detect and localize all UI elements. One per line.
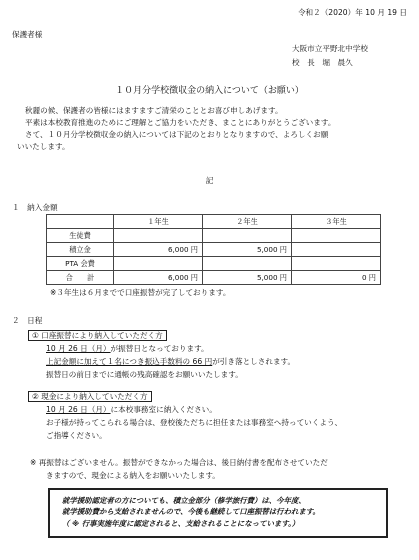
section-1-heading: １ 納入金額 [12,203,58,212]
section-2-heading: ２ 日程 [12,316,43,325]
table-cell [114,229,203,243]
intro-line-3: さて、１０月分学校徴収金の納入については下記のとおりとなりますので、よろしくお願 [25,130,329,139]
intro-line-2: 平素は本校教育推進のためにご理解とご協力をいただき、まことにありがとうございます。 [25,118,336,127]
document-date: 令和２（2020）年 10 月 19 日 [297,8,407,17]
row-label: 積立金 [47,243,114,257]
table-total-row [47,271,381,285]
option-1-label: ① 口座振替により納入していただく方 [28,330,167,341]
table-cell [292,229,381,243]
option-1-line-2-rest: が引き落としされます。 [212,357,296,366]
option-1-line-1 [46,344,209,353]
intro-line-1: 秋麗の候、保護者の皆様にはますますご清栄のこととお喜び申しあげます。 [25,106,283,115]
option-2-line-1 [46,405,217,414]
principal-name: 校 長 堀 晨久 [292,58,353,67]
rewithdrawal-notice-line-2: きますので、現金による納入をお願いいたします。 [46,471,220,480]
intro-line-4: いいたします。 [17,142,70,151]
table-cell [203,229,292,243]
section-1-note: ※３年生は６月までで口座振替が完了しております。 [50,288,231,297]
row-label: PTA 会費 [47,257,114,271]
table-header-cell: ３年生 [292,215,381,229]
rewithdrawal-notice-line-1: ※ 再振替はございません。振替ができなかった場合は、後日納付書を配布させていただ [30,458,328,467]
document-title: １０月分学校徴収金の納入について（お願い） [115,86,304,96]
option-2-date: 10 月 26 日（月） [46,405,111,414]
table-cell [203,257,292,271]
scholarship-notice-box [48,488,388,538]
option-1-line-3: 振替日の前日までに通帳の残高確認をお願いいたします。 [46,370,243,379]
table-cell: 5,000 円 [203,243,292,257]
option-2-line-3: ご指導ください。 [46,431,107,440]
option-1-line-2 [46,357,295,366]
ki-marker: 記 [205,176,214,185]
option-2-line-1-rest: に本校事務室に納入ください。 [110,405,217,414]
row-label: 生徒費 [47,229,114,243]
table-cell: 5,000 円 [203,271,292,285]
scholarship-notice-line-2: 就学援助費から支給されませんので、今後も継続して口座振替は行われます。 [62,507,320,517]
table-cell [114,257,203,271]
table-cell: 6,000 円 [114,243,203,257]
recipient: 保護者様 [12,30,43,39]
table-row [47,229,381,243]
scholarship-notice-line-3: （ ※ 行事実施年度に認定されると、支給されることになっています。） [62,518,300,528]
option-1-date: 10 月 26 日（月） [46,344,111,353]
table-header-row [47,215,381,229]
option-1-fee-note: 上記金額に加えて１名につき振込手数料の 66 円 [46,357,213,366]
fee-table [46,214,381,285]
school-name: 大阪市立平野北中学校 [292,44,368,53]
table-row [47,243,381,257]
table-header-cell: １年生 [114,215,203,229]
table-cell: 0 円 [292,271,381,285]
table-cell [292,257,381,271]
table-header-cell: ２年生 [203,215,292,229]
option-2-label: ② 現金により納入していただく方 [28,391,152,402]
option-1-line-1-rest: が振替日となっております。 [110,344,209,353]
row-label: 合 計 [47,271,114,285]
option-2-line-2: お子様が持ってこられる場合は、登校後ただちに担任または事務室へ持っていくよう、 [46,418,343,427]
table-cell [292,243,381,257]
table-cell: 6,000 円 [114,271,203,285]
scholarship-notice-line-1: 就学援助認定者の方についても、積立金部分（修学旅行費）は、今年度、 [62,496,306,505]
table-header-cell [47,215,114,229]
table-row [47,257,381,271]
